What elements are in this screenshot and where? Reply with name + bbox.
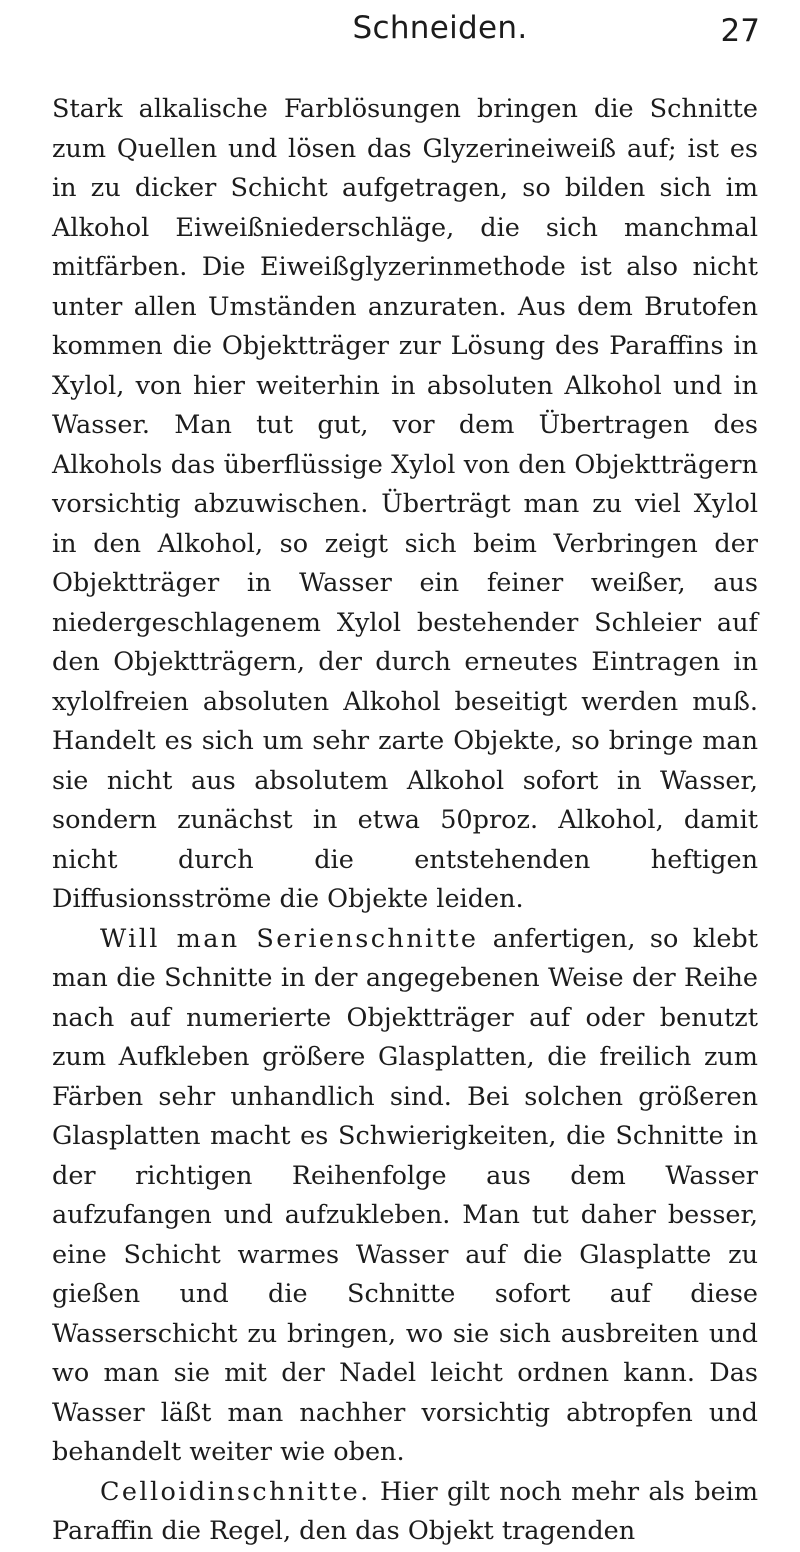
- paragraph-staining-and-transfer: [52, 90, 758, 920]
- paragraph-text: anfertigen, so klebt man die Schnitte in der angegebenen Weise der Reihe nach auf numerierte Objektträger auf oder benutzt zum Aufkleben größere Glasplatten, die freilich zum Färben sehr unhandlich sind. Bei solchen größeren Glasplatten macht es Schwierigkeiten, die Schnitte in der richtigen Reihenfolge aus dem Wasser aufzufangen und aufzukleben. Man tut daher besser, eine Schicht warmes Wasser auf die Glasplatte zu gießen und die Schnitte sofort auf diese Wasserschicht zu bringen, wo sie sich ausbreiten und wo man sie mit der Nadel leicht ordnen kann. Das Wasser läßt man nachher vorsichtig abtropfen und behandelt weiter wie oben.: [52, 923, 758, 1467]
- page-number: 27: [720, 13, 760, 49]
- paragraph-text: Stark alkalische Farblösungen bringen die Schnitte zum Quellen und lösen das Glyzerineiweiß auf; ist es in zu dicker Schicht aufgetragen, so bilden sich im Alkohol Eiweißniederschläge, die sich manchmal mitfärben. Die Eiweißglyzerinmethode ist also nicht unter allen Umständen anzuraten. Aus dem Brutofen kommen die Objektträger zur Lösung des Paraffins in Xylol, von hier weiterhin in absoluten Alkohol und in Wasser. Man tut gut, vor dem Übertragen des Alkohols das überflüssige Xylol von den Objektträgern vorsichtig abzuwischen. Überträgt man zu viel Xylol in den Alkohol, so zeigt sich beim Verbringen der Objektträger in Wasser ein feiner weißer, aus niedergeschlagenem Xylol bestehender Schleier auf den Objektträgern, der durch erneutes Eintragen in xylolfreien absoluten Alkohol beseitigt werden muß. Handelt es sich um sehr zarte Objekte, so bringe man sie nicht aus absolutem Alkohol sofort in Wasser, sondern zunächst in etwa 50proz. Alkohol, damit nicht durch die entstehenden heftigen Diffusionsströme die Objekte leiden.: [52, 94, 758, 914]
- paragraph-serial-sections: [52, 920, 758, 1473]
- body-text: [52, 90, 758, 1552]
- running-head: [120, 10, 760, 58]
- serial-sections-heading: Will man Serienschnitte: [100, 923, 479, 954]
- page-title: Schneiden.: [352, 10, 528, 46]
- paragraph-celloidin-sections: [52, 1473, 758, 1552]
- celloidin-sections-heading: Celloidinschnitte.: [100, 1476, 371, 1507]
- paragraph-text: Hier gilt noch mehr als beim Paraffin die Regel, den das Objekt tragenden: [52, 1476, 758, 1546]
